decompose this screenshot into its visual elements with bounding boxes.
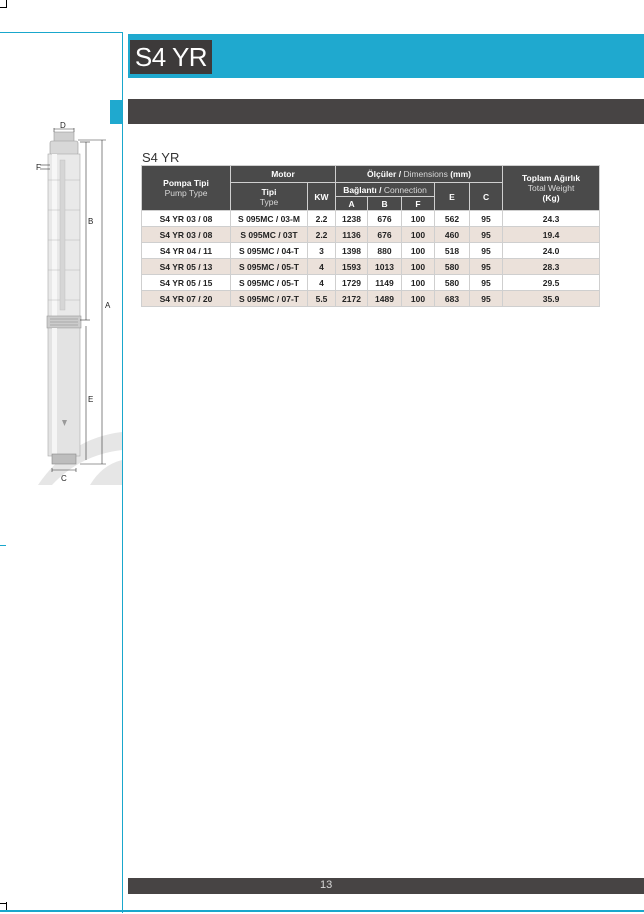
cell-a: 1729 <box>336 275 368 291</box>
cell-weight: 19.4 <box>503 227 600 243</box>
section-title: S4 YR <box>142 150 180 165</box>
bottom-rule <box>0 910 644 912</box>
cell-c: 95 <box>470 291 503 307</box>
header-dimensions <box>336 166 503 183</box>
cell-weight: 35.9 <box>503 291 600 307</box>
header-dimensions-tr: Ölçüler / <box>367 169 402 179</box>
cell-a: 1593 <box>336 259 368 275</box>
header-tipi <box>231 183 308 211</box>
cell-pump: S4 YR 05 / 15 <box>142 275 231 291</box>
cell-weight: 24.0 <box>503 243 600 259</box>
header-total-weight-en: Total Weight <box>527 183 575 193</box>
page-number: 13 <box>320 879 333 891</box>
cell-pump: S4 YR 05 / 13 <box>142 259 231 275</box>
cell-pump: S4 YR 07 / 20 <box>142 291 231 307</box>
label-b: B <box>88 217 94 226</box>
header-pump-type <box>142 166 231 211</box>
header-connection-tr: Bağlantı / <box>343 184 382 195</box>
cell-f: 100 <box>402 291 435 307</box>
cell-kw: 4 <box>308 275 336 291</box>
table-row <box>142 243 600 259</box>
cell-kw: 4 <box>308 259 336 275</box>
cell-f: 100 <box>402 243 435 259</box>
cell-a: 2172 <box>336 291 368 307</box>
label-e: E <box>88 395 94 404</box>
header-pump-type-en: Pump Type <box>164 188 208 198</box>
header-e: E <box>435 183 470 211</box>
cell-a: 1398 <box>336 243 368 259</box>
cell-b: 676 <box>368 211 402 227</box>
cell-a: 1136 <box>336 227 368 243</box>
cell-b: 880 <box>368 243 402 259</box>
header-pump-type-label: Pompa Tipi <box>163 178 209 188</box>
header-connection-en: Connection <box>383 184 427 195</box>
header-total-weight-label: Toplam Ağırlık <box>522 173 581 183</box>
cell-f: 100 <box>402 275 435 291</box>
cell-motor-type: S 095MC / 04-T <box>231 243 308 259</box>
cell-e: 580 <box>435 259 470 275</box>
cell-kw: 5.5 <box>308 291 336 307</box>
cell-pump: S4 YR 03 / 08 <box>142 211 231 227</box>
cell-b: 1013 <box>368 259 402 275</box>
header-a: A <box>336 197 368 211</box>
cell-f: 100 <box>402 259 435 275</box>
cell-c: 95 <box>470 259 503 275</box>
section-bar <box>128 99 644 124</box>
footer-bar <box>128 878 644 894</box>
header-type-en: Type <box>259 196 279 207</box>
cell-pump: S4 YR 04 / 11 <box>142 243 231 259</box>
table-row <box>142 291 600 307</box>
cell-pump: S4 YR 03 / 08 <box>142 227 231 243</box>
pump-diagram <box>30 120 125 485</box>
spec-table <box>141 165 600 307</box>
cell-f: 100 <box>402 211 435 227</box>
cell-e: 562 <box>435 211 470 227</box>
label-c: C <box>61 474 67 483</box>
cell-motor-type: S 095MC / 03T <box>231 227 308 243</box>
header-dimensions-en: Dimensions <box>403 169 448 179</box>
cell-weight: 28.3 <box>503 259 600 275</box>
cell-kw: 2.2 <box>308 227 336 243</box>
crop-mark <box>0 7 7 8</box>
cell-b: 1149 <box>368 275 402 291</box>
header-tipi-label: Tipi <box>261 186 277 197</box>
cell-c: 95 <box>470 211 503 227</box>
cell-motor-type: S 095MC / 05-T <box>231 275 308 291</box>
cell-f: 100 <box>402 227 435 243</box>
table-row <box>142 275 600 291</box>
cell-e: 460 <box>435 227 470 243</box>
header-f: F <box>402 197 435 211</box>
cell-b: 1489 <box>368 291 402 307</box>
cell-kw: 3 <box>308 243 336 259</box>
label-d: D <box>60 121 66 130</box>
header-total-weight <box>503 166 600 211</box>
cell-weight: 29.5 <box>503 275 600 291</box>
cell-motor-type: S 095MC / 05-T <box>231 259 308 275</box>
cell-motor-type: S 095MC / 07-T <box>231 291 308 307</box>
cell-weight: 24.3 <box>503 211 600 227</box>
label-a: A <box>105 301 111 310</box>
cell-c: 95 <box>470 227 503 243</box>
header-connection <box>336 183 435 197</box>
table-row <box>142 259 600 275</box>
cell-motor-type: S 095MC / 03-M <box>231 211 308 227</box>
header-motor: Motor <box>231 166 336 183</box>
header-weight-unit: (Kg) <box>542 193 560 203</box>
cell-c: 95 <box>470 275 503 291</box>
left-margin-tick <box>0 545 6 546</box>
cell-c: 95 <box>470 243 503 259</box>
cell-b: 676 <box>368 227 402 243</box>
header-c: C <box>470 183 503 211</box>
cell-e: 518 <box>435 243 470 259</box>
page-title: S4 YR <box>130 40 212 74</box>
header-b: B <box>368 197 402 211</box>
table-row <box>142 227 600 243</box>
cell-e: 580 <box>435 275 470 291</box>
header-dimensions-unit: (mm) <box>450 169 471 179</box>
table-row <box>142 211 600 227</box>
cell-e: 683 <box>435 291 470 307</box>
cell-kw: 2.2 <box>308 211 336 227</box>
cell-a: 1238 <box>336 211 368 227</box>
label-f: F <box>36 163 41 172</box>
header-kw: KW <box>308 183 336 211</box>
